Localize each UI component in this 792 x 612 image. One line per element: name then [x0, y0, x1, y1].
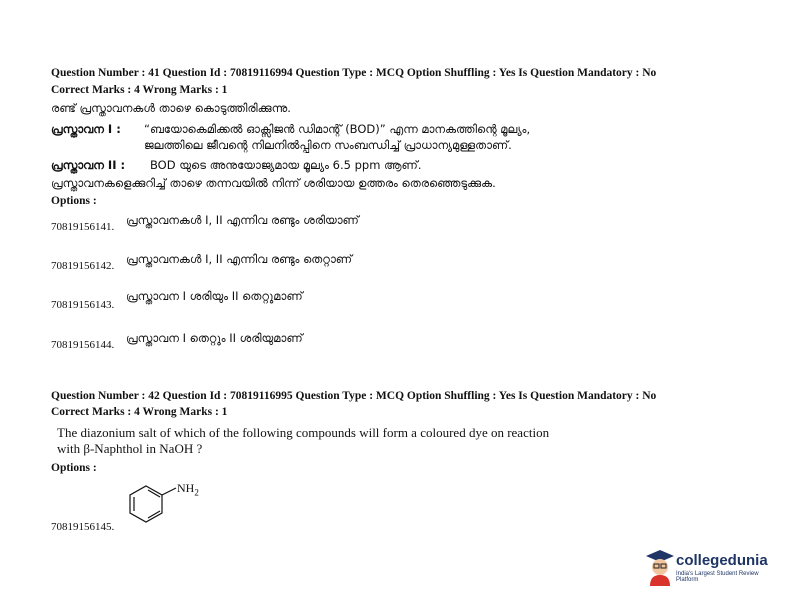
q42-options-label: Options : — [51, 462, 97, 474]
q41-statement1-label: പ്രസ്താവന I : — [51, 122, 121, 136]
q41-option3-text: പ്രസ്താവന I ശരിയും II തെറ്റുമാണ് — [126, 289, 303, 303]
q42-header: Question Number : 42 Question Id : 70819116995 Question Type : MCQ Option Shuffling : Yes Is Question Mandatory : No — [51, 390, 657, 402]
q41-option4-text: പ്രസ്താവന I തെറ്റും II ശരിയുമാണ് — [126, 331, 303, 345]
q42-text-line2: with β-Naphthol in NaOH ? — [57, 441, 203, 456]
logo-tagline: India's Largest Student Review Platform — [676, 571, 759, 583]
q41-options-label: Options : — [51, 195, 97, 207]
logo-name: collegedunia — [676, 552, 768, 569]
q41-option1-id: 70819156141. — [51, 221, 115, 233]
q41-option1-text: പ്രസ്താവനകൾ I, II എന്നിവ രണ്ടും ശരിയാണ് — [126, 213, 359, 227]
q42-option1-id: 70819156145. — [51, 521, 115, 533]
q41-option4-id: 70819156144. — [51, 339, 115, 351]
q41-intro: രണ്ട് പ്രസ്താവനകൾ താഴെ കൊടുത്തിരിക്കുന്നു. — [51, 101, 291, 115]
q41-option3-id: 70819156143. — [51, 299, 115, 311]
nh2-subscript: 2 — [194, 487, 199, 498]
q41-instruction: പ്രസ്താവനകളെക്കുറിച്ച് താഴെ തന്നവയിൽ നിന്ന് ശരിയായ ഉത്തരം തെരഞ്ഞെടുക്കുക. — [51, 176, 496, 190]
q41-statement1-line1: “ബയോകെമിക്കൽ ഓക്സിജൻ ഡിമാന്റ് (BOD)” എന്ന മാനകത്തിന്റെ മൂല്യം, — [144, 122, 531, 136]
q41-option2-text: പ്രസ്താവനകൾ I, II എന്നിവ രണ്ടും തെറ്റാണ് — [126, 252, 353, 266]
q41-option2-id: 70819156142. — [51, 260, 115, 272]
q42-text-line1: The diazonium salt of which of the following compounds will form a coloured dye on reaction — [57, 425, 550, 440]
collegedunia-logo — [646, 548, 776, 588]
student-mascot-icon — [646, 550, 674, 586]
q42-marks: Correct Marks : 4 Wrong Marks : 1 — [51, 406, 228, 418]
q41-statement1-line2: ജലത്തിലെ ജീവന്റെ നിലനിൽപ്പിനെ സംബന്ധിച്ച് പ്രാധാന്യമുള്ളതാണ്. — [144, 138, 512, 152]
q41-header: Question Number : 41 Question Id : 70819116994 Question Type : MCQ Option Shuffling : Yes Is Question Mandatory : No — [51, 67, 657, 79]
q41-marks: Correct Marks : 4 Wrong Marks : 1 — [51, 84, 228, 96]
nh2-text: NH — [177, 481, 195, 495]
q41-statement2-text: BOD യുടെ അനുയോജ്യമായ മൂല്യം 6.5 ppm ആണ്. — [150, 158, 422, 172]
q41-statement2-label: പ്രസ്താവന II : — [51, 158, 126, 172]
nh2-label — [177, 481, 199, 497]
